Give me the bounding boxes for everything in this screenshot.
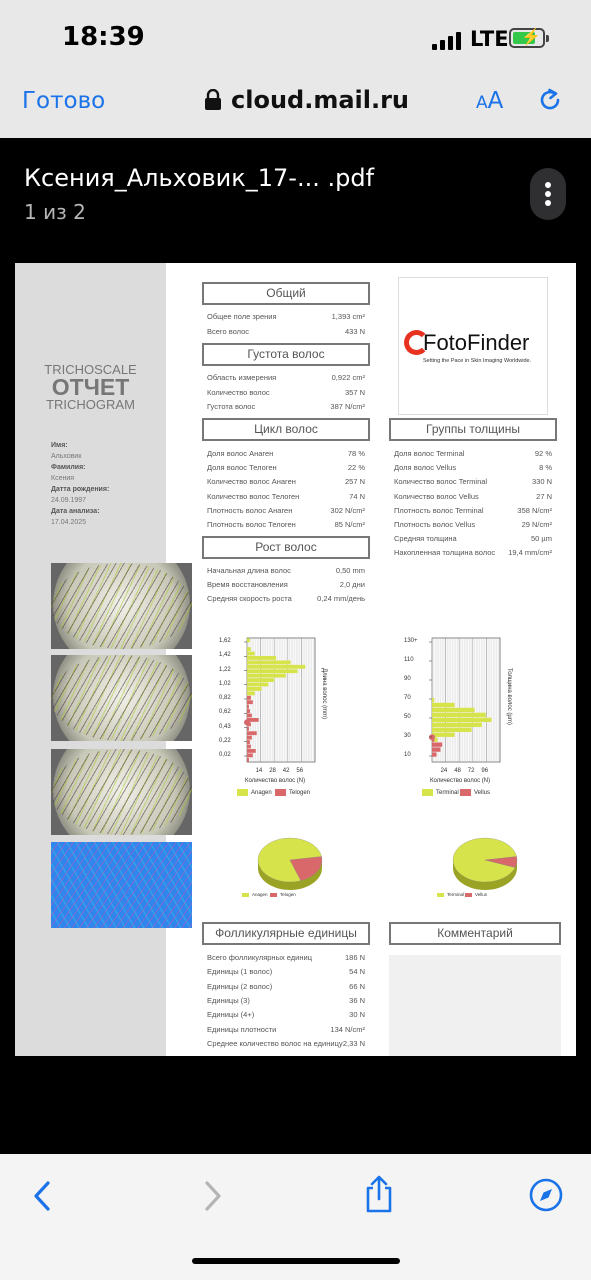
thickness-row-label: Доля волос Vellus bbox=[394, 463, 457, 473]
bar-anagen bbox=[247, 656, 276, 660]
y-tick-label: 50 bbox=[404, 714, 411, 720]
cycle-row-value: 74 N bbox=[349, 491, 365, 501]
bar-anagen bbox=[247, 683, 268, 687]
x-tick-label: 56 bbox=[296, 768, 304, 774]
bar-anagen bbox=[247, 678, 274, 682]
thickness-row-label: Плотность волос Vellus bbox=[394, 520, 476, 529]
y-axis-label: Длина волос (mm) bbox=[321, 668, 327, 720]
more-options-button[interactable] bbox=[530, 168, 566, 220]
share-icon[interactable] bbox=[363, 1174, 395, 1214]
follicular-row-label: Единицы (4+) bbox=[207, 1010, 255, 1020]
bar-telogen bbox=[247, 714, 252, 718]
cycle-row-label: Доля волос Анаген bbox=[207, 449, 274, 458]
thickness-row-label: Средняя толщина bbox=[394, 534, 457, 544]
bar-anagen bbox=[247, 674, 286, 678]
bar-telogen bbox=[247, 696, 251, 700]
density-row-value: 0,922 cm² bbox=[331, 373, 365, 382]
follicular-row bbox=[207, 982, 365, 991]
growth-row-value: 0,24 mm/день bbox=[317, 594, 365, 604]
report-header-bottom: TRICHOGRAM bbox=[46, 397, 135, 412]
x-tick-label: 96 bbox=[481, 768, 489, 774]
y-tick-label: 30 bbox=[404, 733, 411, 739]
y-tick-label: 70 bbox=[404, 695, 411, 701]
section-density-header: Густота волос bbox=[202, 343, 370, 366]
growth-row bbox=[207, 566, 365, 575]
patient-name-label: Имя: bbox=[51, 442, 68, 449]
browser-toolbar bbox=[0, 0, 591, 138]
follicular-row bbox=[207, 996, 365, 1005]
birth-date-label: Датта рождения: bbox=[51, 486, 110, 493]
bar-terminal bbox=[432, 708, 475, 712]
thickness-row bbox=[394, 520, 552, 529]
follicular-row-label: Единицы (1 волос) bbox=[207, 967, 273, 977]
thickness-row bbox=[394, 463, 552, 472]
back-icon[interactable] bbox=[32, 1180, 52, 1212]
bar-terminal bbox=[432, 728, 472, 732]
y-tick-label: 1,02 bbox=[219, 680, 231, 687]
cycle-row bbox=[207, 506, 365, 515]
bar-telogen bbox=[247, 740, 250, 744]
mean-marker bbox=[244, 719, 250, 725]
thickness-row bbox=[394, 548, 552, 557]
trichoscope-image-3 bbox=[51, 749, 192, 835]
patient-surname: Ксения bbox=[51, 475, 75, 482]
y-tick-label: 0,22 bbox=[219, 737, 231, 744]
y-tick-label: 0,43 bbox=[219, 723, 231, 730]
thickness-row-value: 358 N/cm² bbox=[517, 505, 552, 515]
growth-row bbox=[207, 594, 365, 603]
x-tick-label: 28 bbox=[269, 768, 276, 774]
reload-icon[interactable] bbox=[536, 86, 564, 114]
cycle-row-value: 22 % bbox=[347, 463, 365, 473]
legend-label: Anagen bbox=[252, 892, 268, 897]
pie-legend-telogen bbox=[270, 892, 296, 897]
fotofinder-logo bbox=[398, 277, 548, 415]
growth-row-label: Средняя скорость роста bbox=[207, 594, 292, 604]
legend-label: Vellus bbox=[475, 892, 488, 897]
density-row bbox=[207, 388, 365, 397]
bar-anagen bbox=[247, 687, 262, 691]
x-tick-label: 72 bbox=[467, 768, 475, 774]
section-cycle-header: Цикл волос bbox=[202, 418, 370, 441]
y-tick-label: 0,62 bbox=[219, 709, 231, 716]
trichoscope-image-analysis bbox=[51, 842, 192, 928]
bar-telogen bbox=[247, 749, 256, 753]
thickness-row bbox=[394, 492, 552, 501]
legend-swatch bbox=[270, 893, 277, 897]
pdf-page bbox=[15, 263, 576, 1056]
legend-telogen bbox=[275, 789, 310, 796]
thickness-row bbox=[394, 534, 552, 543]
address-bar-url[interactable]: cloud.mail.ru bbox=[231, 86, 410, 114]
general-row-value: 433 N bbox=[344, 326, 365, 336]
legend-swatch bbox=[275, 789, 286, 796]
analysis-date-label: Дата анализа: bbox=[51, 508, 100, 515]
follicular-row-label: Единицы (3) bbox=[207, 995, 250, 1005]
bar-vellus bbox=[432, 742, 442, 746]
pie-legend-anagen bbox=[242, 892, 268, 897]
cycle-row-label: Плотность волос Анаген bbox=[207, 505, 293, 515]
thickness-row bbox=[394, 506, 552, 515]
bar-telogen bbox=[247, 709, 250, 713]
bar-vellus bbox=[432, 747, 441, 751]
bar-vellus bbox=[432, 752, 437, 756]
legend-label: Telogen bbox=[289, 790, 311, 797]
follicular-row-value: 30 N bbox=[349, 1010, 365, 1020]
y-tick-label: 1,42 bbox=[219, 652, 231, 659]
y-tick-label: 0,82 bbox=[219, 695, 231, 701]
cycle-row-value: 85 N/cm² bbox=[334, 520, 365, 529]
patient-surname-label: Фамилия: bbox=[51, 464, 86, 471]
text-size-button[interactable]: AA bbox=[476, 88, 504, 114]
bar-telogen bbox=[247, 731, 257, 735]
legend-swatch bbox=[437, 893, 444, 897]
home-indicator bbox=[192, 1258, 400, 1264]
anagen-telogen-pie bbox=[250, 836, 330, 896]
bar-telogen bbox=[247, 705, 249, 709]
battery-icon: ⚡ bbox=[509, 28, 545, 48]
y-axis-label: Толщина волос (µm) bbox=[506, 668, 512, 725]
section-comment-header: Комментарий bbox=[389, 922, 561, 945]
network-type: LTE bbox=[470, 27, 509, 51]
cycle-row-value: 302 N/cm² bbox=[330, 505, 365, 515]
logo-tagline: Setting the Pace in Skin Imaging Worldwide. bbox=[423, 358, 532, 364]
follicular-row-value: 134 N/cm² bbox=[330, 1024, 365, 1034]
cycle-row-label: Доля волос Телоген bbox=[207, 463, 277, 473]
growth-row bbox=[207, 580, 365, 589]
density-row-label: Область измерения bbox=[207, 373, 277, 382]
page-counter: 1 из 2 bbox=[24, 200, 86, 224]
follicular-row-label: Единицы плотности bbox=[207, 1024, 277, 1034]
bar-anagen bbox=[247, 647, 251, 651]
x-axis-label: Количество волос (N) bbox=[430, 778, 491, 784]
bar-telogen bbox=[247, 758, 249, 762]
bar-terminal bbox=[432, 723, 482, 727]
bar-telogen bbox=[247, 736, 252, 740]
follicular-row-label: Всего фолликулярных единиц bbox=[207, 953, 312, 962]
bar-telogen bbox=[247, 745, 251, 749]
cycle-row-label: Количество волос Анаген bbox=[207, 477, 296, 487]
cellular-signal-icon bbox=[432, 32, 464, 50]
follicular-row bbox=[207, 967, 365, 976]
legend-anagen bbox=[237, 789, 272, 796]
follicular-row-value: 2,33 N bbox=[342, 1038, 365, 1048]
growth-row-label: Начальная длина волос bbox=[207, 566, 291, 575]
bar-telogen bbox=[247, 727, 249, 731]
growth-row-value: 2,0 дни bbox=[339, 580, 365, 590]
patient-name: Альховик bbox=[51, 453, 82, 460]
density-row-label: Количество волос bbox=[207, 387, 270, 397]
growth-row-label: Время восстановления bbox=[207, 580, 288, 590]
legend-swatch bbox=[465, 893, 472, 897]
density-row-value: 387 N/cm² bbox=[330, 402, 365, 411]
x-tick-label: 42 bbox=[282, 768, 290, 774]
legend-swatch bbox=[422, 789, 433, 796]
density-row bbox=[207, 402, 365, 411]
bar-terminal bbox=[432, 698, 434, 702]
trichoscope-image-2 bbox=[51, 655, 192, 741]
general-row-label: Общее поле зрения bbox=[207, 312, 277, 321]
thickness-row bbox=[394, 449, 552, 458]
legend-label: Terminal bbox=[436, 790, 459, 797]
thickness-row-value: 8 % bbox=[539, 463, 552, 473]
follicular-row bbox=[207, 1010, 365, 1019]
cycle-row-value: 78 % bbox=[347, 449, 365, 458]
legend-swatch bbox=[237, 789, 248, 796]
follicular-row bbox=[207, 1025, 365, 1034]
legend-vellus bbox=[460, 789, 490, 796]
thickness-row-label: Плотность волос Terminal bbox=[394, 505, 484, 515]
bar-terminal bbox=[432, 713, 486, 717]
follicular-row bbox=[207, 1039, 365, 1048]
legend-label: Vellus bbox=[474, 790, 491, 797]
density-row-label: Густота волос bbox=[207, 402, 256, 411]
report-header-top: TRICHOSCALE bbox=[44, 362, 137, 377]
section-general-header: Общий bbox=[202, 282, 370, 305]
follicular-row-label: Среднее количество волос на единицу bbox=[207, 1038, 343, 1048]
legend-label: Telogen bbox=[280, 892, 296, 897]
general-row-value: 1,393 cm² bbox=[331, 312, 365, 321]
legend-label: Anagen bbox=[251, 790, 272, 797]
thickness-row-value: 92 % bbox=[534, 449, 552, 458]
forward-icon[interactable] bbox=[203, 1180, 223, 1212]
thickness-row-label: Количество волос Vellus bbox=[394, 491, 479, 501]
pie-legend-terminal bbox=[437, 892, 464, 897]
cycle-row-label: Количество волос Телоген bbox=[207, 491, 300, 501]
legend-label: Terminal bbox=[447, 892, 465, 897]
cycle-row bbox=[207, 463, 365, 472]
thickness-row-value: 29 N/cm² bbox=[521, 520, 552, 529]
y-tick-label: 1,22 bbox=[219, 666, 231, 673]
birth-date: 24.09.1997 bbox=[51, 497, 87, 504]
thickness-row-label: Накопленная толщина волос bbox=[394, 548, 496, 558]
analysis-date: 17.04.2025 bbox=[51, 519, 87, 526]
legend-swatch bbox=[242, 893, 249, 897]
general-row-label: Всего волос bbox=[207, 326, 250, 336]
lock-icon bbox=[204, 89, 222, 111]
density-row-value: 357 N bbox=[344, 387, 365, 397]
bar-anagen bbox=[247, 691, 255, 695]
thickness-row-value: 50 µm bbox=[531, 534, 552, 544]
logo-name: FotoFinder bbox=[423, 330, 530, 355]
status-time: 18:39 bbox=[62, 22, 145, 52]
x-axis-label: Количество волос (N) bbox=[245, 778, 306, 784]
general-row bbox=[207, 312, 365, 321]
bar-telogen bbox=[247, 700, 253, 704]
bar-anagen bbox=[247, 638, 250, 642]
x-tick-label: 48 bbox=[454, 768, 461, 774]
cycle-row bbox=[207, 477, 365, 486]
x-tick-label: 24 bbox=[440, 768, 448, 774]
cycle-row-label: Плотность волос Телоген bbox=[207, 520, 296, 529]
legend-terminal bbox=[422, 789, 459, 796]
terminal-vellus-pie bbox=[445, 836, 525, 896]
trichoscope-image-1 bbox=[51, 563, 192, 649]
pie-legend-vellus bbox=[465, 892, 487, 897]
section-follicular-header: Фолликулярные единицы bbox=[202, 922, 370, 945]
y-tick-label: 0,02 bbox=[219, 752, 231, 758]
comment-box bbox=[389, 955, 561, 1056]
section-thickness-header: Группы толщины bbox=[389, 418, 557, 441]
legend-swatch bbox=[460, 789, 471, 796]
y-tick-label: 1,62 bbox=[219, 638, 231, 644]
bar-anagen bbox=[247, 669, 298, 673]
follicular-row-value: 54 N bbox=[349, 967, 365, 977]
thickness-row-value: 330 N bbox=[531, 477, 552, 487]
y-tick-label: 110 bbox=[404, 657, 414, 663]
follicular-row-value: 66 N bbox=[349, 981, 365, 991]
report-header-main: ОТЧЕТ bbox=[51, 374, 130, 400]
follicular-row-label: Единицы (2 волос) bbox=[207, 981, 273, 991]
follicular-row bbox=[207, 953, 365, 962]
compass-icon[interactable] bbox=[528, 1177, 564, 1213]
cycle-row-value: 257 N bbox=[344, 477, 365, 487]
x-tick-label: 14 bbox=[255, 768, 263, 774]
cycle-row bbox=[207, 449, 365, 458]
document-title: Ксения_Альховик_17-... .pdf bbox=[24, 164, 375, 192]
growth-row-value: 0,50 mm bbox=[335, 566, 365, 575]
thickness-row-value: 19,4 mm/cm² bbox=[508, 548, 552, 558]
section-growth-header: Рост волос bbox=[202, 536, 370, 559]
y-tick-label: 90 bbox=[404, 676, 411, 682]
thickness-row-label: Доля волос Terminal bbox=[394, 449, 465, 458]
bar-anagen bbox=[247, 660, 291, 664]
follicular-row-value: 36 N bbox=[349, 995, 365, 1005]
bar-terminal bbox=[432, 718, 492, 722]
cycle-row bbox=[207, 520, 365, 529]
bar-anagen bbox=[247, 665, 305, 669]
y-tick-label: 10 bbox=[404, 752, 411, 758]
bar-terminal bbox=[432, 703, 455, 707]
general-row bbox=[207, 327, 365, 336]
cycle-row bbox=[207, 492, 365, 501]
bar-telogen bbox=[247, 753, 253, 757]
density-row bbox=[207, 373, 365, 382]
thickness-row-label: Количество волос Terminal bbox=[394, 477, 488, 487]
follicular-row-value: 186 N bbox=[344, 953, 365, 962]
thickness-row-value: 27 N bbox=[536, 491, 552, 501]
thickness-row bbox=[394, 477, 552, 486]
done-button[interactable]: Готово bbox=[22, 88, 106, 114]
bar-anagen bbox=[247, 652, 255, 656]
bar-terminal bbox=[432, 733, 455, 737]
y-tick-label: 130+ bbox=[404, 638, 418, 644]
